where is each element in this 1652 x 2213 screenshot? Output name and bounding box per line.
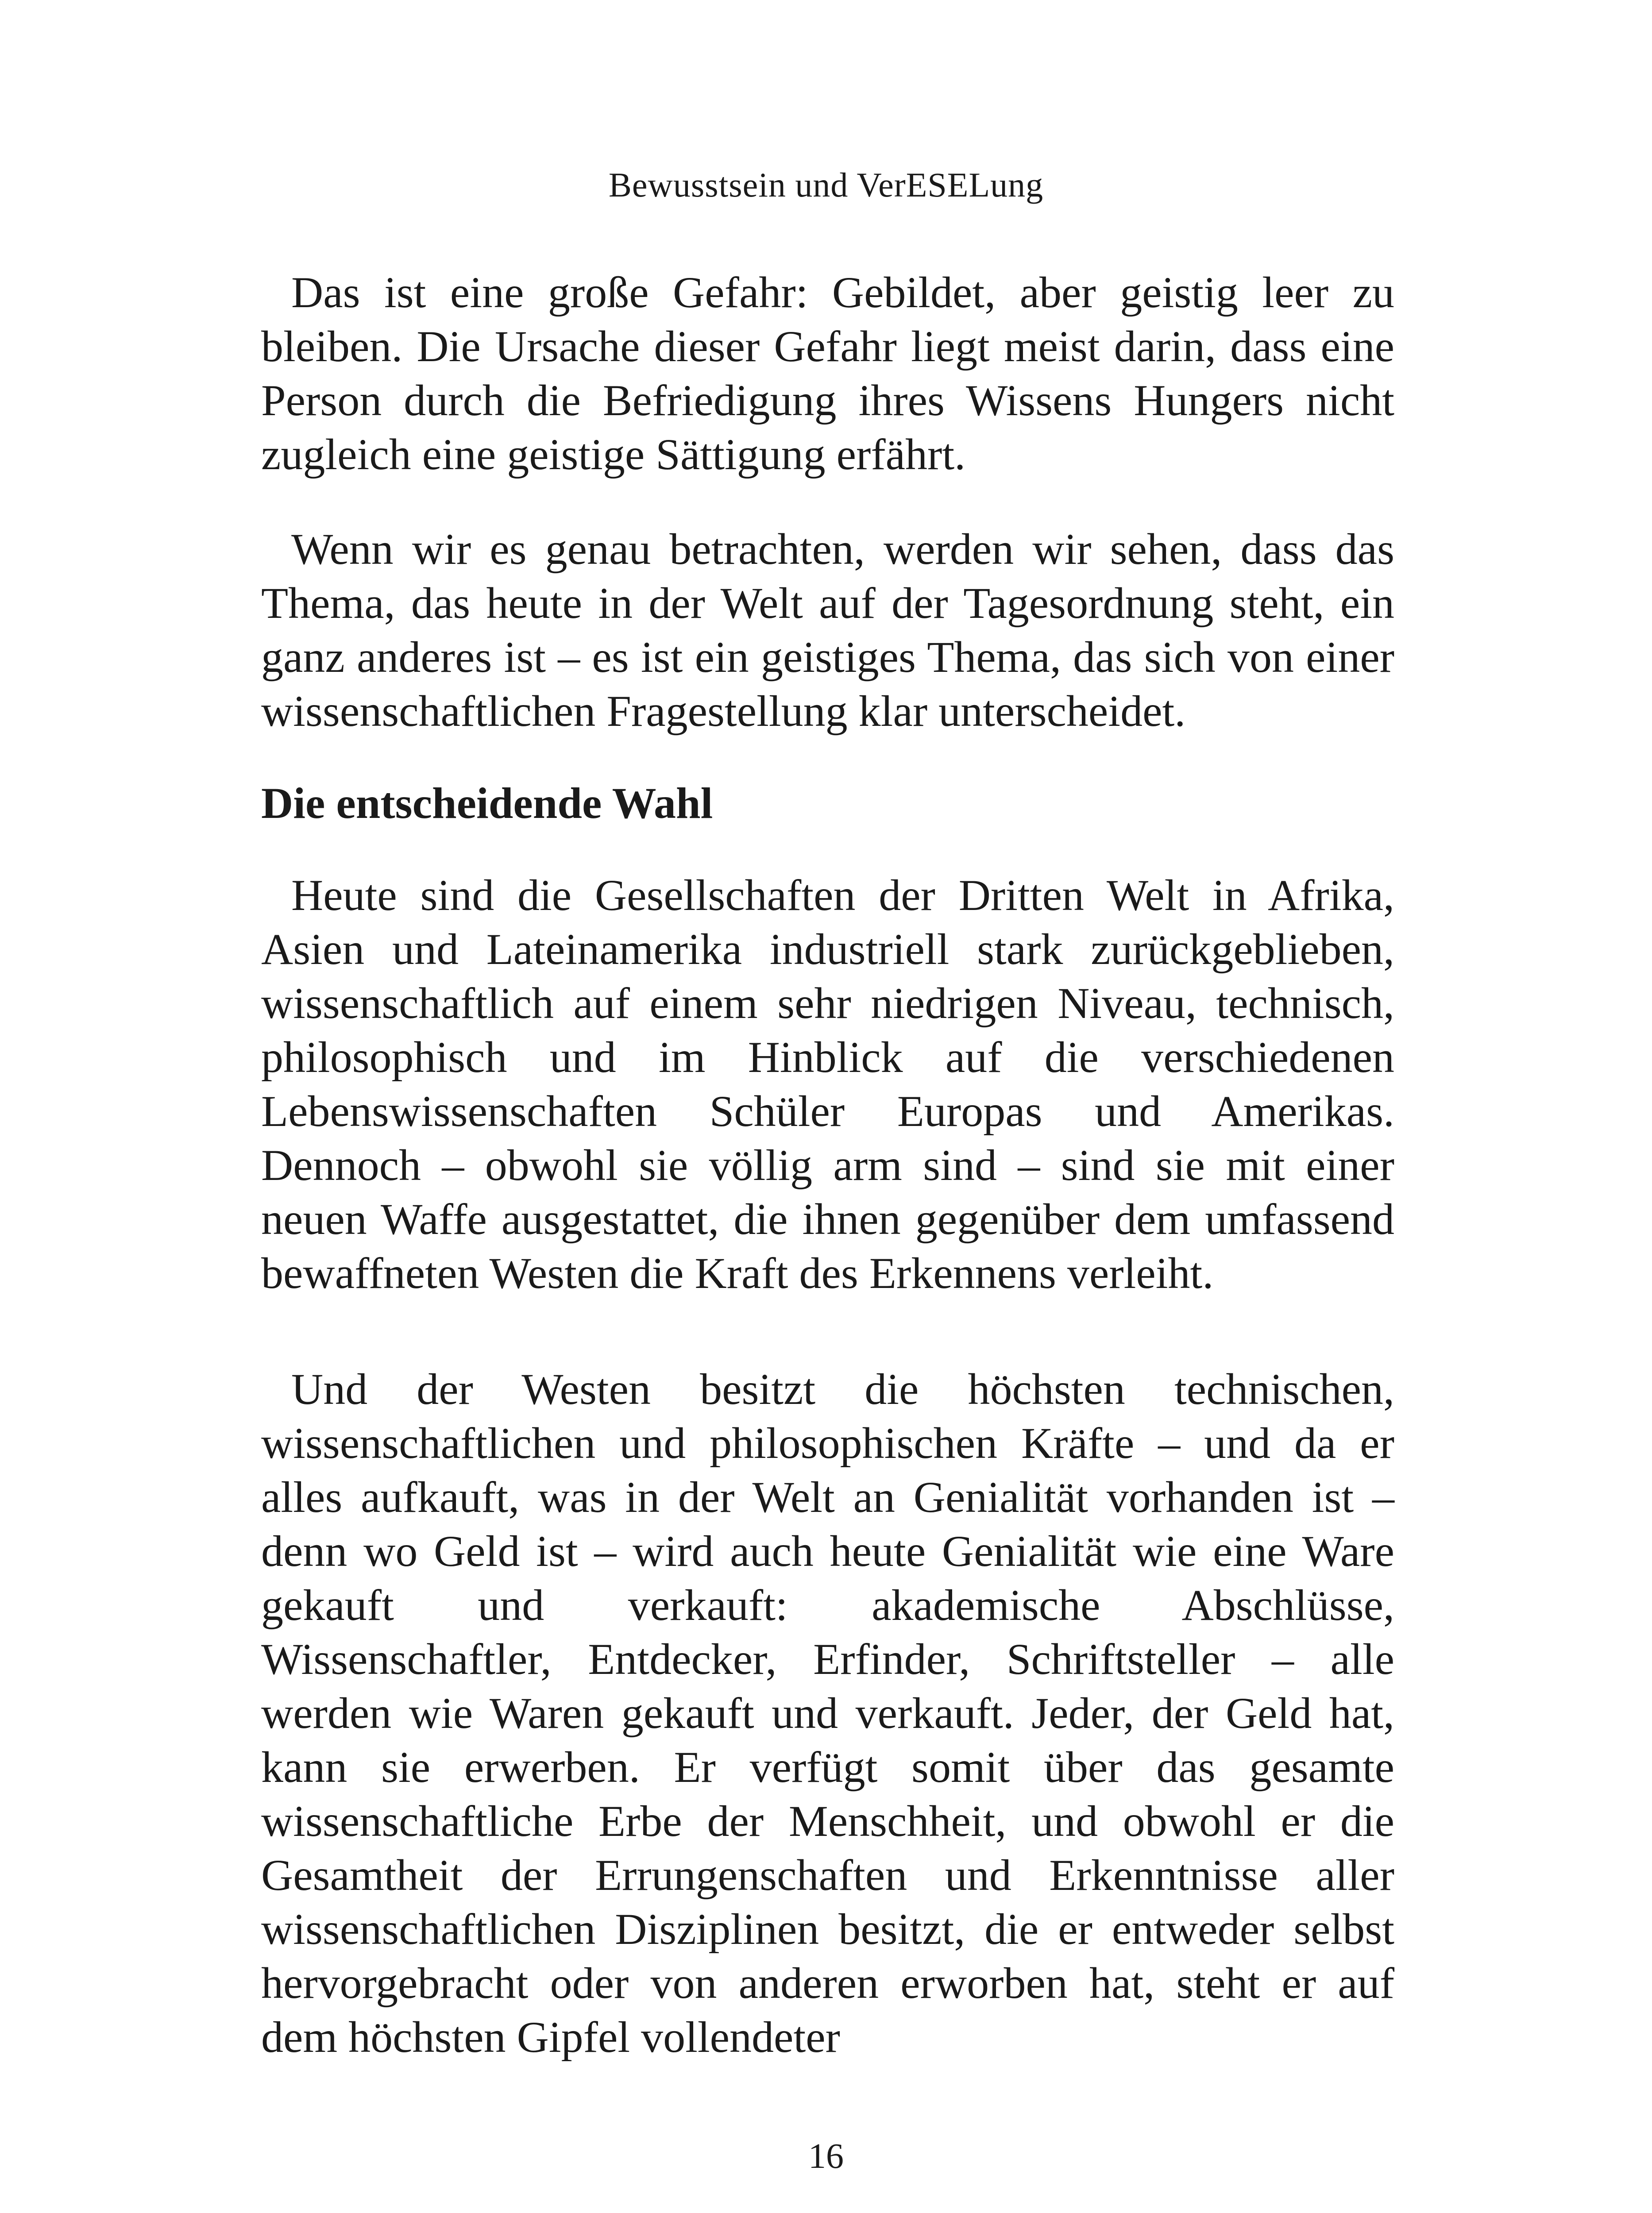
paragraph-4: Und der Westen besitzt die höchsten technischen, wissenschaftlichen und philosophischen Kräfte – und da er alles aufkauft, was in der Welt an Genialität vorhanden ist – denn wo Geld ist – wird auch heute Genialität wie eine Ware gekauft und verkauft: akademische Abschlüsse, Wissenschaftler, Entdecker, Erfinder, Schriftsteller – alle werden wie Waren gekauft und verkauft. Jeder, der Geld hat, kann sie erwerben. Er verfügt somit über das gesamte wissenschaftliche Erbe der Menschheit, und obwohl er die Gesamtheit der Errungenschaften und Erkenntnisse aller wissenschaftlichen Disziplinen besitzt, die er entweder selbst hervorgebracht oder von anderen erworben hat, steht er auf dem höchsten Gipfel vollendeter [261,1365,1394,2062]
paragraph-spacer [261,482,1394,522]
page-number: 16 [808,2137,844,2176]
paragraph-spacer [261,830,1394,868]
paragraph-spacer [261,1300,1394,1362]
running-head: Bewusstsein und VerESELung [608,166,1044,204]
paragraph-1: Das ist eine große Gefahr: Gebildet, aber geistig leer zu bleiben. Die Ursache dieser Gefahr liegt meist darin, dass eine Person durch die Befriedigung ihres Wissens Hungers nicht zugleich eine geistige Sättigung erfährt. [261,268,1394,479]
page-body [261,266,1394,2064]
paragraph-spacer [261,738,1394,776]
paragraph-2: Wenn wir es genau betrachten, werden wir sehen, dass das Thema, das heute in der Welt auf der Tagesordnung steht, ein ganz anderes ist – es ist ein geistiges Thema, das sich von einer wissenschaftlichen Fragestellung klar unterscheidet. [261,524,1394,736]
section-heading: Die entscheidende Wahl [261,779,713,828]
paragraph-3: Heute sind die Gesellschaften der Dritten Welt in Afrika, Asien und Lateinamerika industriell stark zurückgeblieben, wissenschaftlich auf einem sehr niedrigen Niveau, technisch, philosophisch und im Hinblick auf die verschiedenen Lebenswissenschaften Schüler Europas und Amerikas. Dennoch – obwohl sie völlig arm sind – sind sie mit einer neuen Waffe ausgestattet, die ihnen gegenüber dem umfassend bewaffneten Westen die Kraft des Erkennens verleiht. [261,871,1394,1298]
